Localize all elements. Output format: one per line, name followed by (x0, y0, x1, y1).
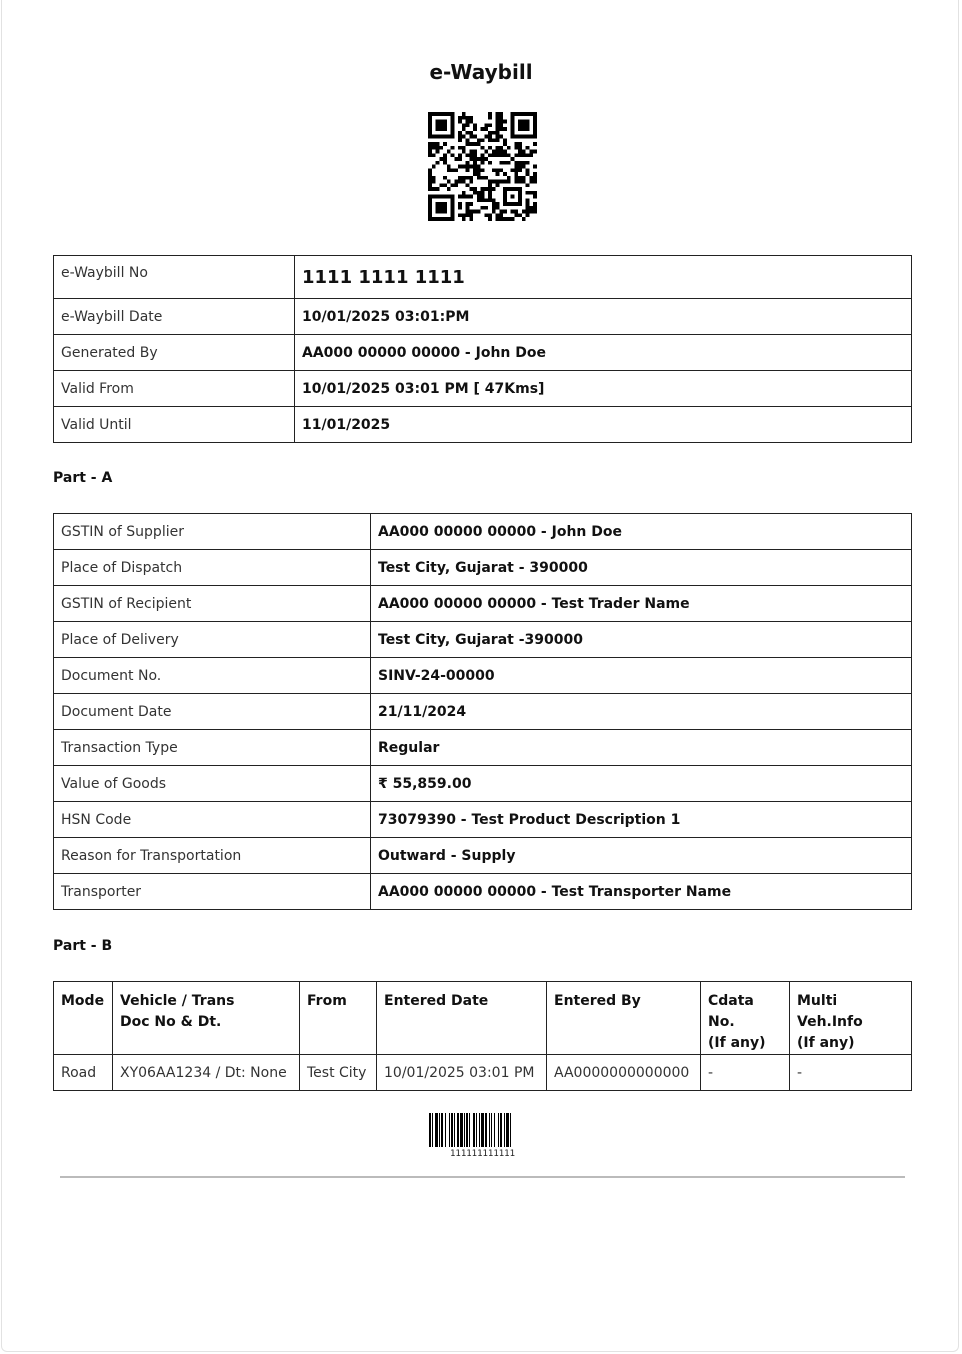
summary-row (54, 256, 912, 299)
part-a-value: AA000 00000 00000 - Test Transporter Name (371, 874, 912, 910)
part-b-cell: Road (54, 1055, 113, 1091)
summary-value: 10/01/2025 03:01:PM (295, 299, 912, 335)
document-title: e-Waybill (429, 60, 533, 84)
footer-divider (60, 1176, 905, 1178)
column-header-line: Entered Date (384, 993, 489, 1009)
summary-value: 11/01/2025 (295, 407, 912, 443)
part-b-cell: - (701, 1055, 790, 1091)
part-a-row (54, 550, 912, 586)
part-a-row (54, 874, 912, 910)
column-header-line: Multi Veh.Info (797, 993, 863, 1030)
summary-row (54, 335, 912, 371)
column-header-line: Doc No & Dt. (120, 1014, 222, 1030)
part-a-label: GSTIN of Supplier (54, 514, 371, 550)
qr-code (428, 112, 537, 221)
column-header-line: Vehicle / Trans (120, 993, 235, 1009)
summary-value: 10/01/2025 03:01 PM [ 47Kms] (295, 371, 912, 407)
part-b-row (54, 1055, 912, 1091)
summary-value: AA000 00000 00000 - John Doe (295, 335, 912, 371)
summary-row (54, 407, 912, 443)
part-a-value: 73079390 - Test Product Description 1 (371, 802, 912, 838)
part-a-label: Document No. (54, 658, 371, 694)
part-a-label: Document Date (54, 694, 371, 730)
part-a-label: Place of Delivery (54, 622, 371, 658)
part-a-value: Test City, Gujarat - 390000 (371, 550, 912, 586)
summary-label: Valid From (54, 371, 295, 407)
column-header-line: From (307, 993, 347, 1009)
part-a-value: Test City, Gujarat -390000 (371, 622, 912, 658)
part-b-column-header (790, 982, 912, 1055)
column-header-line: (If any) (708, 1035, 766, 1051)
part-b-cell: Test City (300, 1055, 377, 1091)
column-header-line: (If any) (797, 1035, 855, 1051)
column-header-line: Entered By (554, 993, 641, 1009)
part-a-value: ₹ 55,859.00 (371, 766, 912, 802)
part-b-cell: 10/01/2025 03:01 PM (377, 1055, 547, 1091)
part-b-cell: AA0000000000000 (547, 1055, 701, 1091)
part-a-table (53, 513, 912, 910)
part-a-value: 21/11/2024 (371, 694, 912, 730)
part-a-row (54, 766, 912, 802)
barcode-number: 111111111111 (449, 1149, 516, 1159)
part-b-column-header (54, 982, 113, 1055)
part-a-row (54, 838, 912, 874)
part-b-column-header (701, 982, 790, 1055)
part-a-label: Transaction Type (54, 730, 371, 766)
part-a-value: SINV-24-00000 (371, 658, 912, 694)
part-a-row (54, 586, 912, 622)
summary-table (53, 255, 912, 443)
part-a-row (54, 694, 912, 730)
part-b-cell: - (790, 1055, 912, 1091)
part-b-column-header (377, 982, 547, 1055)
part-a-value: Regular (371, 730, 912, 766)
column-header-line: Mode (61, 993, 105, 1009)
part-a-value: AA000 00000 00000 - Test Trader Name (371, 586, 912, 622)
part-a-heading: Part - A (53, 470, 113, 486)
part-a-label: Transporter (54, 874, 371, 910)
part-a-row (54, 730, 912, 766)
part-a-label: Value of Goods (54, 766, 371, 802)
part-b-column-header (547, 982, 701, 1055)
part-b-column-header (300, 982, 377, 1055)
summary-label: Generated By (54, 335, 295, 371)
part-a-row (54, 802, 912, 838)
summary-label: Valid Until (54, 407, 295, 443)
part-a-row (54, 514, 912, 550)
part-a-label: Place of Dispatch (54, 550, 371, 586)
part-b-cell: XY06AA1234 / Dt: None (113, 1055, 300, 1091)
part-b-heading: Part - B (53, 938, 113, 954)
barcode (429, 1113, 536, 1147)
part-b-table (53, 981, 912, 1091)
summary-label: e-Waybill Date (54, 299, 295, 335)
part-a-value: AA000 00000 00000 - John Doe (371, 514, 912, 550)
column-header-line: Cdata No. (708, 993, 754, 1030)
summary-row (54, 299, 912, 335)
part-a-label: HSN Code (54, 802, 371, 838)
part-a-value: Outward - Supply (371, 838, 912, 874)
part-a-label: Reason for Transportation (54, 838, 371, 874)
summary-value: 1111 1111 1111 (295, 256, 912, 299)
part-a-row (54, 658, 912, 694)
part-a-label: GSTIN of Recipient (54, 586, 371, 622)
part-b-column-header (113, 982, 300, 1055)
summary-row (54, 371, 912, 407)
summary-label: e-Waybill No (54, 256, 295, 299)
part-a-row (54, 622, 912, 658)
